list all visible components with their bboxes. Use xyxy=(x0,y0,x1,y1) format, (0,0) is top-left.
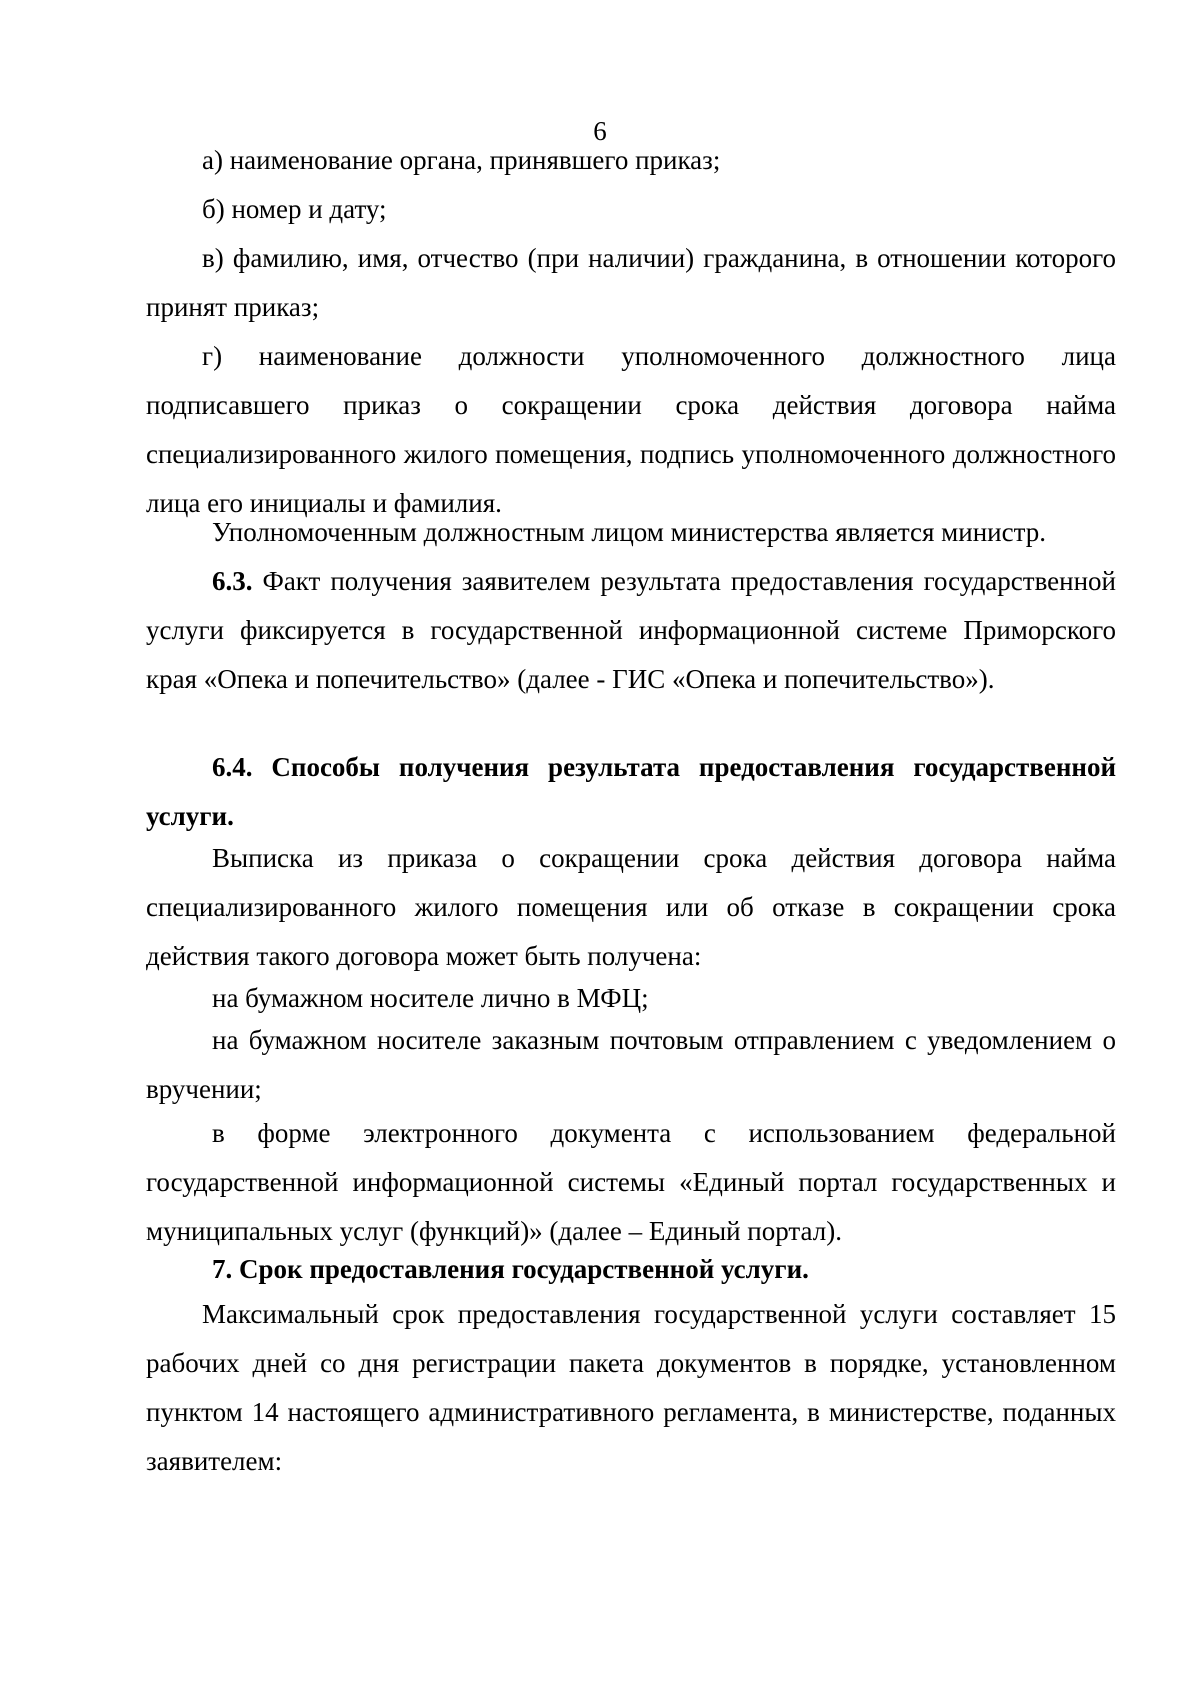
section-6-4-intro: Выписка из приказа о сокращении срока действия договора найма специализированного жилого помещения или об отказе в сокращении срока действия такого договора может быть получена: xyxy=(146,843,1116,971)
list-item-a: а) наименование органа, принявшего приказ; xyxy=(202,145,721,175)
list-item-c: в) фамилию, имя, отчество (при наличии) гражданина, в отношении которого принят приказ; xyxy=(146,243,1116,322)
page-number: 6 xyxy=(593,116,607,146)
section-6-3-paragraph xyxy=(146,557,1116,704)
section-6-4-heading-text: 6.4. Способы получения результата предоставления государственной услуги. xyxy=(146,752,1116,831)
list-item-d: г) наименование должности уполномоченного должностного лица подписавшего приказ о сокращении срока действия договора найма специализированного жилого помещения, подпись уполномоченного должностного лица его инициалы и фамилия. xyxy=(146,341,1116,518)
section-6-4-heading xyxy=(146,743,1116,841)
section-7-paragraph: Максимальный срок предоставления государственной услуги составляет 15 рабочих дней со дня регистрации пакета документов в порядке, установленном пунктом 14 настоящего административного регламента, в министерстве, поданных заявителем: xyxy=(146,1299,1116,1476)
delivery-method-mail: на бумажном носителе заказным почтовым отправлением с уведомлением о вручении; xyxy=(146,1025,1116,1104)
section-6-3-text: Факт получения заявителем результата предоставления государственной услуги фиксируется в государственной информационной системе Приморского края «Опека и попечительство» (далее - ГИС «Опека и попечительство»). xyxy=(146,566,1116,694)
list-item-b: б) номер и дату; xyxy=(202,194,387,224)
section-7-heading xyxy=(146,1245,1116,1294)
delivery-method-electronic: в форме электронного документа с использованием федеральной государственной информационной системы «Единый портал государственных и муниципальных услуг (функций)» (далее – Единый портал). xyxy=(146,1118,1116,1246)
delivery-method-in-person: на бумажном носителе лично в МФЦ; xyxy=(212,983,649,1013)
section-7-heading-text: 7. Срок предоставления государственной услуги. xyxy=(212,1254,809,1284)
section-6-3-number: 6.3. xyxy=(212,566,253,596)
authorized-person-paragraph: Уполномоченным должностным лицом министерства является министр. xyxy=(212,517,1046,547)
